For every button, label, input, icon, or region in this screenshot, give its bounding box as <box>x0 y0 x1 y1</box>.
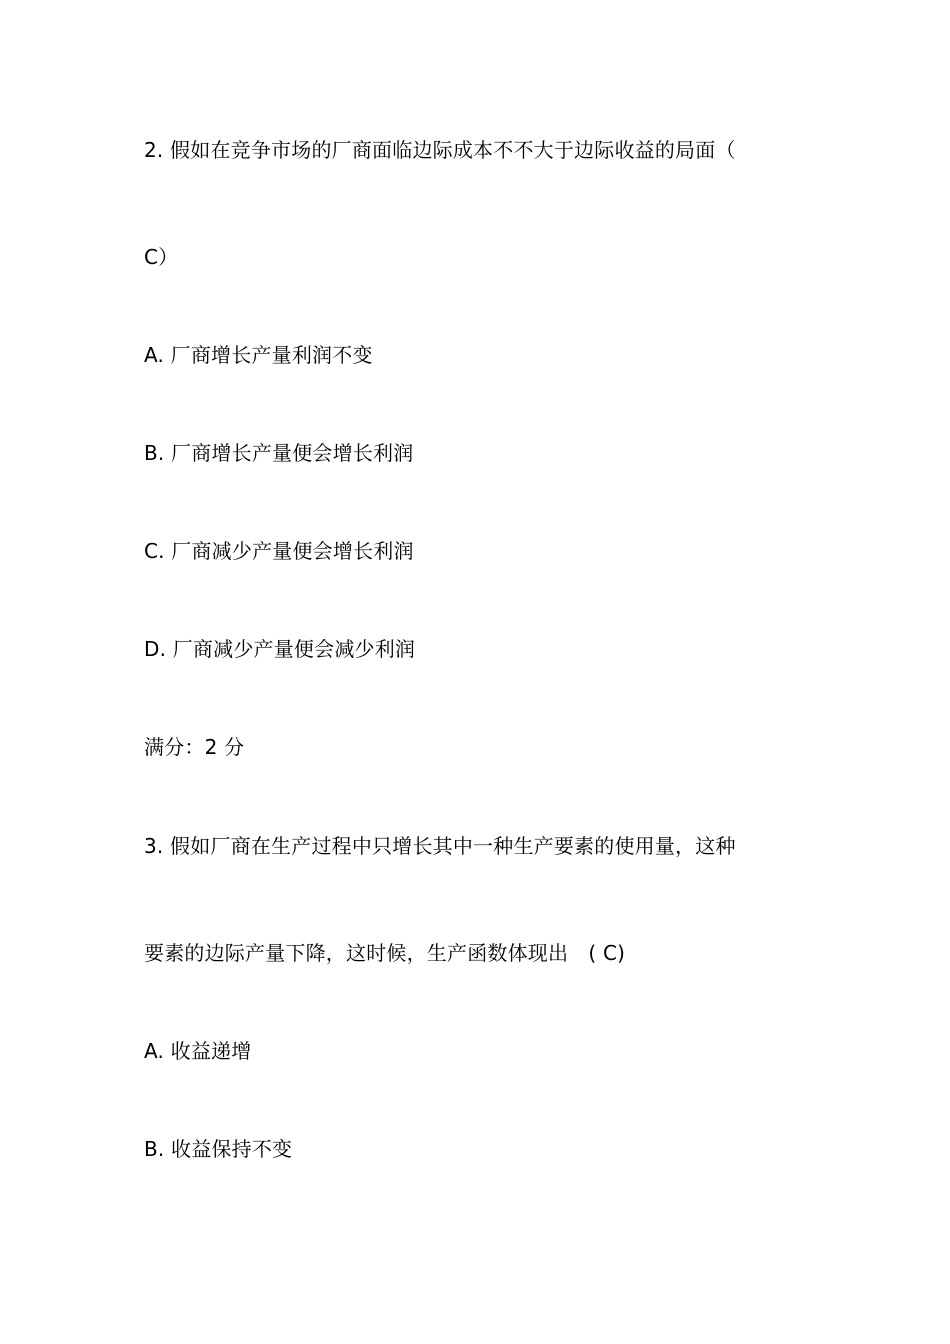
question-2-option-c: C. 厂商减少产量便会增长利润 <box>144 539 414 563</box>
question-3-stem-line-1: 3. 假如厂商在生产过程中只增长其中一种生产要素的使用量，这种 <box>144 834 736 858</box>
question-2-stem-line-2: C） <box>144 245 179 269</box>
question-2-stem-line-1: 2. 假如在竞争市场的厂商面临边际成本不不大于边际收益的局面（ <box>144 138 736 162</box>
question-3-option-a: A. 收益递增 <box>144 1039 252 1063</box>
question-2-option-d: D. 厂商减少产量便会减少利润 <box>144 637 416 661</box>
question-2-option-a: A. 厂商增长产量利润不变 <box>144 343 373 367</box>
question-3-stem-line-2: 要素的边际产量下降，这时候，生产函数体现出 ( C) <box>144 941 626 965</box>
question-3-option-b: B. 收益保持不变 <box>144 1137 293 1161</box>
question-2-option-b: B. 厂商增长产量便会增长利润 <box>144 441 414 465</box>
question-2-score: 满分：2 分 <box>144 735 245 759</box>
